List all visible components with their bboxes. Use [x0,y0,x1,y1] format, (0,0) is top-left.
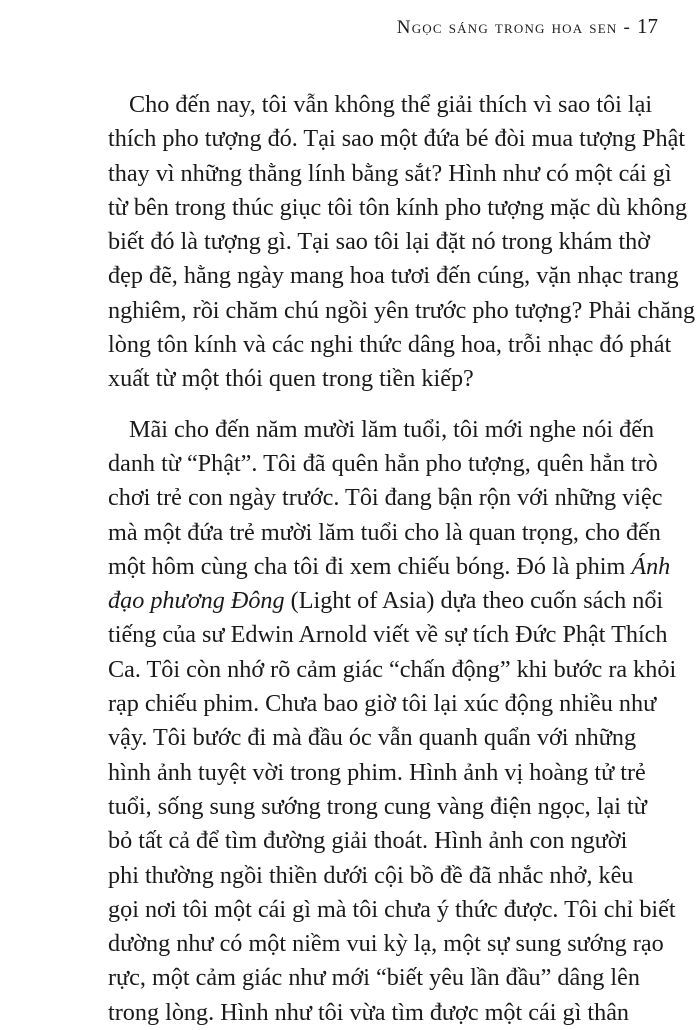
paragraph-1 [108,88,696,397]
running-title: Ngọc sáng trong hoa sen [396,17,618,38]
text-line: tuổi, sống sung sướng trong cung vàng điện ngọc, lại từ [108,792,647,820]
header-separator: - [623,17,631,38]
text-line: rạp chiếu phim. Chưa bao giờ tôi lại xúc động nhiều như [108,690,657,718]
text-line: phi thường ngồi thiền dưới cội bồ đề đã nhắc nhở, kêu [108,861,634,889]
text-line: xuất từ một thói quen trong tiền kiếp? [108,365,474,393]
text-line: thay vì những thằng lính bằng sắt? Hình như có một cái gì [108,159,672,187]
text-line: đẹp đẽ, hằng ngày mang hoa tươi đến cúng, vặn nhạc trang [108,262,679,290]
running-header [397,14,658,39]
text-line: Ca. Tôi còn nhớ rõ cảm giác “chấn động” khi bước ra khỏi [108,655,677,683]
text-line: bỏ tất cả để tìm đường giải thoát. Hình ảnh con người [108,827,628,855]
film-title-part-1: Ánh [631,552,671,580]
paragraph-gap [108,397,668,413]
text-line: tiếng của sư Edwin Arnold viết về sự tích Đức Phật Thích [108,621,668,649]
text-line: vậy. Tôi bước đi mà đầu óc vẫn quanh quẩn với những [108,724,637,752]
text-line-start: một hôm cùng cha tôi đi xem chiếu bóng. Đó là phim [108,552,632,580]
text-line: danh từ “Phật”. Tôi đã quên hẳn pho tượng, quên hẳn trò [108,449,658,477]
paragraph-2 [108,413,677,1030]
text-line: Mãi cho đến năm mười lăm tuổi, tôi mới nghe nói đến [129,415,655,443]
text-line: Cho đến nay, tôi vẫn không thể giải thích vì sao tôi lại [129,91,653,118]
text-line [108,550,671,584]
page-number: 17 [637,14,658,38]
text-line: gọi nơi tôi một cái gì mà tôi chưa ý thức được. Tôi chỉ biết [108,895,676,923]
text-line: thích pho tượng đó. Tại sao một đứa bé đòi mua tượng Phật [108,125,686,153]
text-line: mà một đứa trẻ mười lăm tuổi cho là quan trọng, cho đến [108,518,661,546]
text-line [108,584,668,618]
text-line: từ bên trong thúc giục tôi tôn kính pho tượng mặc dù không [108,193,688,221]
text-line: chơi trẻ con ngày trước. Tôi đang bận rộn với những việc [108,484,663,512]
text-line: nghiêm, rồi chăm chú ngồi yên trước pho tượng? Phải chăng [108,296,696,324]
text-line-end: (Light of Asia) dựa theo cuốn sách nổi [290,587,664,615]
text-line: lòng tôn kính và các nghi thức dâng hoa, trỗi nhạc đó phát [108,331,672,359]
text-line: biết đó là tượng gì. Tại sao tôi lại đặt nó trong khám thờ [108,228,651,256]
text-line: hình ảnh tuyệt vời trong phim. Hình ảnh vị hoàng tử trẻ [108,758,646,786]
text-line: dường như có một niềm vui kỳ lạ, một sự sung sướng rạo [108,930,664,958]
body-text [108,88,696,1030]
text-line: trong lòng. Hình như tôi vừa tìm được một cái gì thân [108,998,630,1026]
text-line: rực, một cảm giác như mới “biết yêu lần đầu” dâng lên [108,964,640,992]
film-title-part-2: đạo phương Đông [108,587,285,615]
